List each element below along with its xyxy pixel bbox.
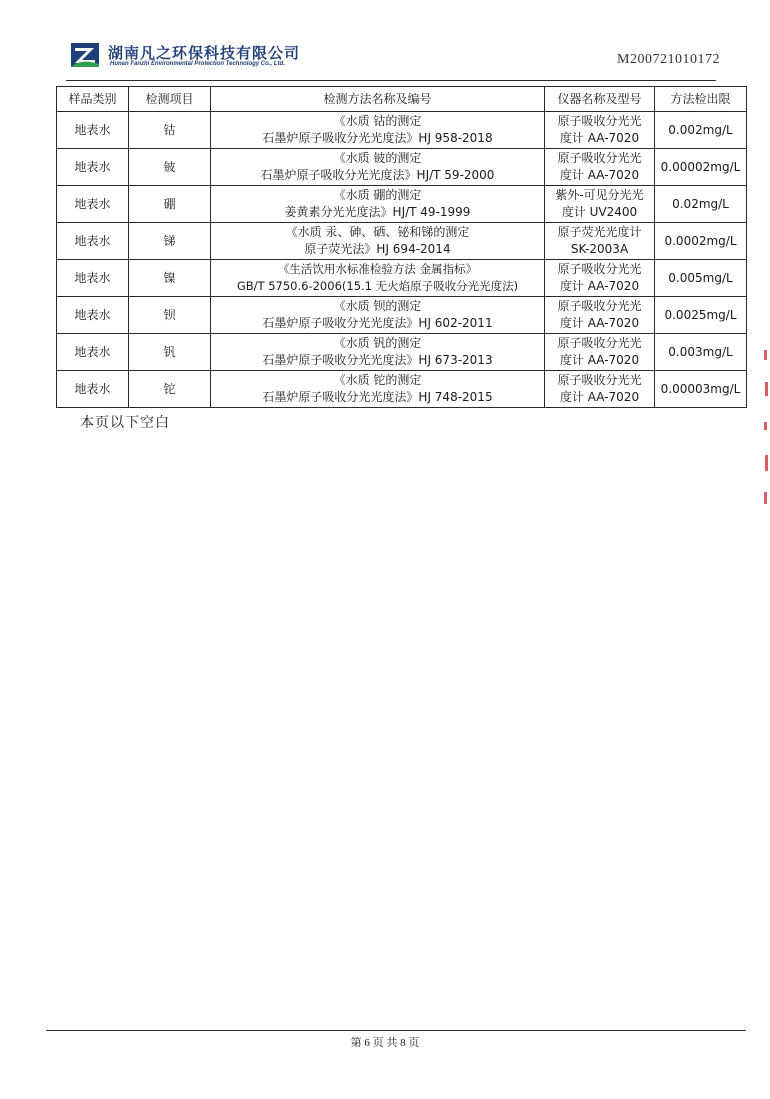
- blank-below-note: 本页以下空白: [80, 415, 170, 431]
- instrument-line: 原子吸收分光光: [557, 336, 642, 350]
- method-line: 石墨炉原子吸收分光光度法》HJ 673-2013: [262, 353, 493, 367]
- detection-limit-cell: 0.00002mg/L: [655, 149, 747, 186]
- test-item-cell: 硼: [129, 186, 211, 223]
- method-cell: [211, 149, 545, 186]
- method-line: 《水质 钒的测定: [333, 336, 422, 350]
- seal-edge-mark: [765, 455, 768, 471]
- method-line: 《水质 钴的测定: [333, 114, 422, 128]
- table-row: [57, 223, 747, 260]
- instrument-cell: [545, 260, 655, 297]
- instrument-line: SK-2003A: [570, 242, 629, 256]
- table-row: [57, 186, 747, 223]
- instrument-cell: [545, 371, 655, 408]
- method-cell: [211, 260, 545, 297]
- test-item-cell: 铍: [129, 149, 211, 186]
- detection-limit-cell: 0.02mg/L: [655, 186, 747, 223]
- method-line: 姜黄素分光光度法》HJ/T 49-1999: [284, 205, 471, 219]
- instrument-line: 度计 AA-7020: [559, 168, 640, 182]
- header-method: 检测方法名称及编号: [211, 87, 545, 112]
- instrument-line: 原子吸收分光光: [557, 151, 642, 165]
- instrument-cell: [545, 149, 655, 186]
- sample-type-cell: 地表水: [57, 112, 129, 149]
- method-line: 《生活饮用水标准检验方法 金属指标》: [277, 262, 478, 276]
- seal-edge-mark: [765, 382, 768, 396]
- method-cell: [211, 371, 545, 408]
- company-name-cn: 湖南凡之环保科技有限公司: [108, 44, 301, 62]
- instrument-line: 度计 UV2400: [561, 205, 638, 219]
- report-header: [70, 40, 720, 76]
- sample-type-cell: 地表水: [57, 371, 129, 408]
- instrument-line: 原子吸收分光光: [557, 373, 642, 387]
- method-line: 石墨炉原子吸收分光光度法》HJ 958-2018: [262, 131, 493, 145]
- header-test-item: 检测项目: [129, 87, 211, 112]
- test-item-cell: 钴: [129, 112, 211, 149]
- method-line: 原子荧光法》HJ 694-2014: [304, 242, 451, 256]
- detection-limit-cell: 0.0002mg/L: [655, 223, 747, 260]
- table-row: [57, 297, 747, 334]
- method-line: 《水质 硼的测定: [333, 188, 422, 202]
- instrument-cell: [545, 186, 655, 223]
- instrument-line: 原子荧光光度计: [557, 225, 642, 239]
- instrument-line: 紫外-可见分光光: [555, 188, 644, 202]
- detection-limit-cell: 0.0025mg/L: [655, 297, 747, 334]
- test-item-cell: 铊: [129, 371, 211, 408]
- instrument-line: 原子吸收分光光: [557, 299, 642, 313]
- instrument-cell: [545, 334, 655, 371]
- sample-type-cell: 地表水: [57, 334, 129, 371]
- instrument-line: 度计 AA-7020: [559, 316, 640, 330]
- fanzhi-logo-icon: [70, 40, 100, 70]
- table-row: [57, 112, 747, 149]
- instrument-cell: [545, 223, 655, 260]
- test-item-cell: 钒: [129, 334, 211, 371]
- method-cell: [211, 186, 545, 223]
- method-cell: [211, 334, 545, 371]
- instrument-line: 度计 AA-7020: [559, 390, 640, 404]
- method-cell: [211, 112, 545, 149]
- method-cell: [211, 223, 545, 260]
- company-name-en: Hunan Fanzhi Environmental Protection Technology Co., Ltd.: [110, 61, 285, 67]
- detection-limit-cell: 0.005mg/L: [655, 260, 747, 297]
- header-instrument: 仪器名称及型号: [545, 87, 655, 112]
- page-number: 第 6 页 共 8 页: [350, 1037, 420, 1049]
- seal-edge-mark: [764, 422, 767, 430]
- test-item-cell: 锑: [129, 223, 211, 260]
- instrument-line: 度计 AA-7020: [559, 353, 640, 367]
- method-cell: [211, 297, 545, 334]
- instrument-cell: [545, 112, 655, 149]
- table-row: [57, 371, 747, 408]
- table-header-row: [57, 87, 747, 112]
- instrument-line: 原子吸收分光光: [557, 114, 642, 128]
- seal-edge-mark: [764, 492, 767, 504]
- detection-limit-cell: 0.00003mg/L: [655, 371, 747, 408]
- instrument-line: 度计 AA-7020: [559, 131, 640, 145]
- method-line: GB/T 5750.6-2006(15.1 无火焰原子吸收分光光度法): [236, 279, 519, 293]
- method-line: 《水质 铊的测定: [333, 373, 422, 387]
- test-methods-table: [56, 86, 747, 408]
- instrument-line: 原子吸收分光光: [557, 262, 642, 276]
- header-divider: [66, 80, 716, 81]
- detection-limit-cell: 0.002mg/L: [655, 112, 747, 149]
- method-line: 石墨炉原子吸收分光光度法》HJ/T 59-2000: [260, 168, 495, 182]
- test-item-cell: 镍: [129, 260, 211, 297]
- instrument-line: 度计 AA-7020: [559, 279, 640, 293]
- table-row: [57, 334, 747, 371]
- table-row: [57, 149, 747, 186]
- sample-type-cell: 地表水: [57, 297, 129, 334]
- sample-type-cell: 地表水: [57, 223, 129, 260]
- footer-divider: [46, 1030, 746, 1031]
- sample-type-cell: 地表水: [57, 186, 129, 223]
- method-line: 《水质 钡的测定: [333, 299, 422, 313]
- method-line: 石墨炉原子吸收分光光度法》HJ 748-2015: [262, 390, 493, 404]
- test-item-cell: 钡: [129, 297, 211, 334]
- header-sample-type: 样品类别: [57, 87, 129, 112]
- method-line: 石墨炉原子吸收分光光度法》HJ 602-2011: [262, 316, 493, 330]
- method-line: 《水质 铍的测定: [333, 151, 422, 165]
- header-detection-limit: 方法检出限: [655, 87, 747, 112]
- method-line: 《水质 汞、砷、硒、铋和锑的测定: [285, 225, 470, 239]
- sample-type-cell: 地表水: [57, 149, 129, 186]
- sample-type-cell: 地表水: [57, 260, 129, 297]
- instrument-cell: [545, 297, 655, 334]
- table-row: [57, 260, 747, 297]
- seal-edge-mark: [764, 350, 767, 360]
- report-number: M200721010172: [617, 52, 720, 67]
- detection-limit-cell: 0.003mg/L: [655, 334, 747, 371]
